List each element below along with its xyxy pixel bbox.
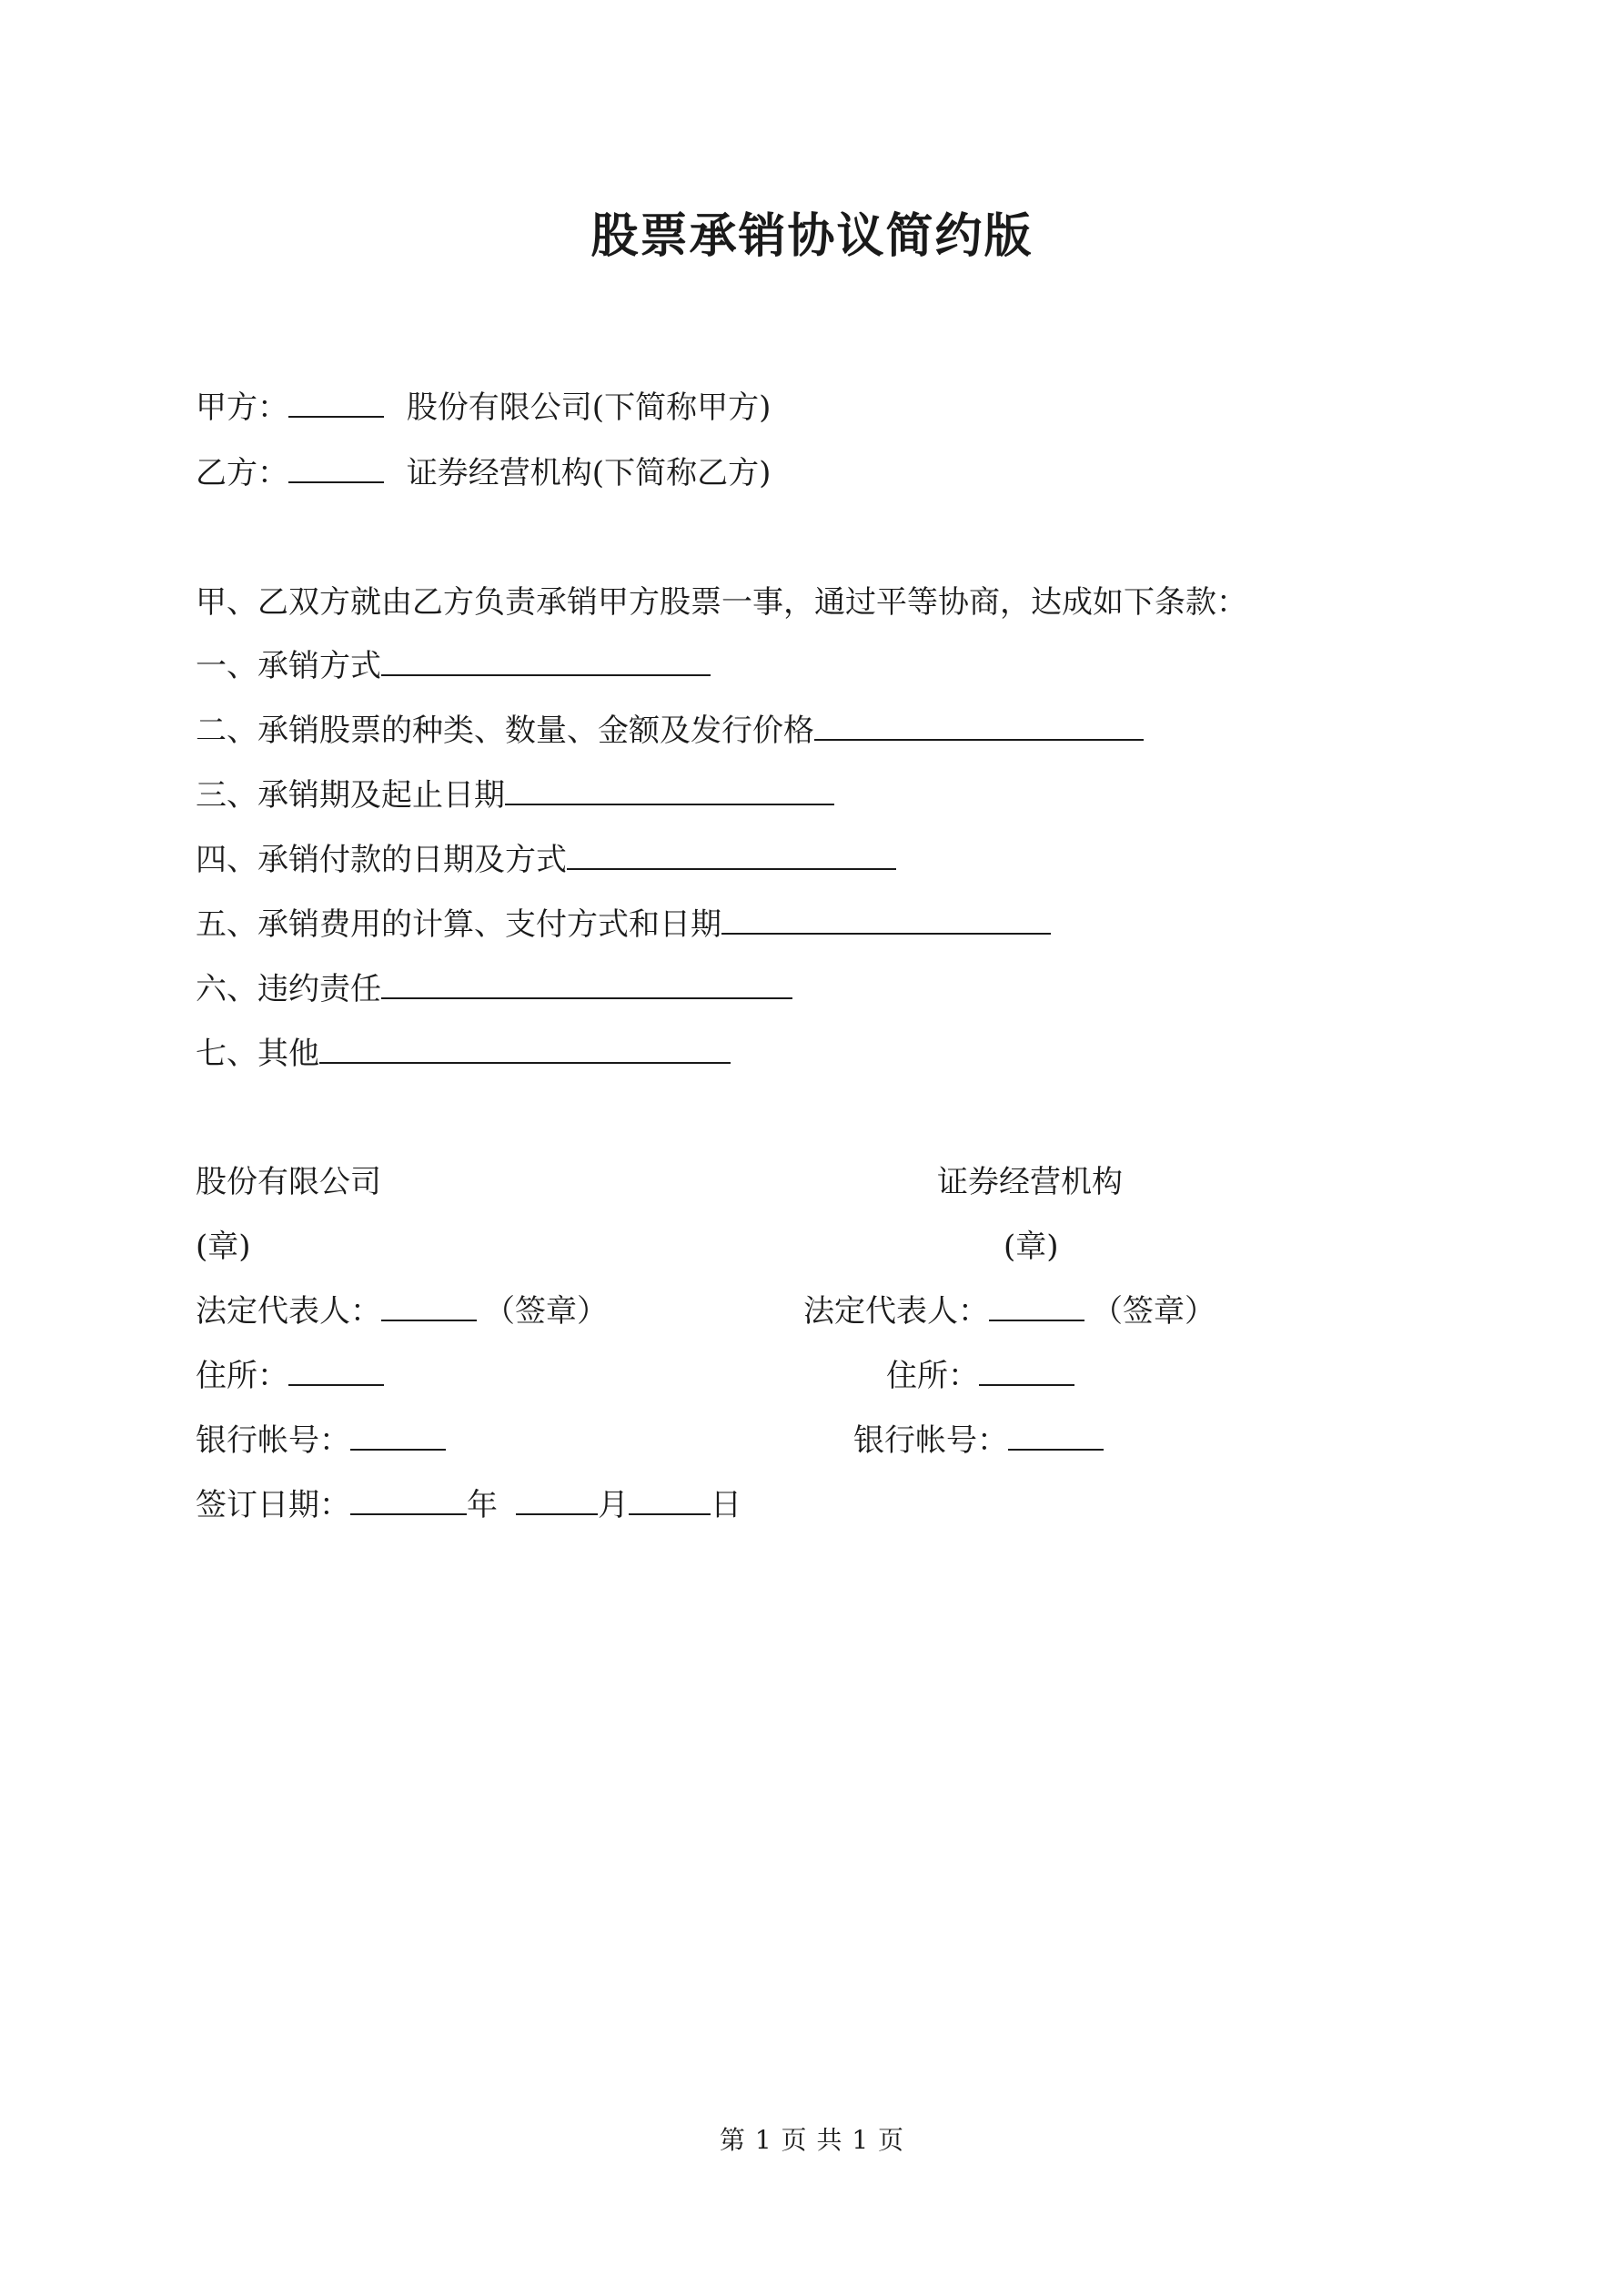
sign-date-label: 签订日期： [196, 1487, 350, 1523]
left-bank-account-blank [350, 1418, 446, 1451]
left-address-label: 住所： [196, 1358, 288, 1394]
sign-date-day-blank [629, 1482, 711, 1515]
right-bank-account-blank [1008, 1418, 1104, 1451]
left-address [196, 1353, 384, 1399]
left-legal-rep-blank [381, 1289, 477, 1321]
clause-1-label: 一、承销方式 [196, 648, 381, 684]
right-address [886, 1353, 1074, 1399]
clause-6 [196, 966, 792, 1012]
sign-date-month: 月 [598, 1487, 629, 1523]
party-a-label: 甲方： [196, 389, 288, 426]
clause-1-blank [381, 643, 711, 676]
right-address-blank [979, 1353, 1074, 1386]
clause-2-label: 二、承销股票的种类、数量、金额及发行价格 [196, 713, 814, 749]
right-legal-rep-label: 法定代表人： [803, 1293, 989, 1330]
clause-7 [196, 1031, 731, 1077]
right-legal-rep [803, 1289, 1215, 1334]
right-legal-rep-blank [989, 1289, 1084, 1321]
clause-3-blank [505, 773, 834, 805]
intro-text: 甲、乙双方就由乙方负责承销甲方股票一事，通过平等协商，达成如下条款： [196, 584, 1247, 621]
right-seal: (章) [1004, 1229, 1059, 1265]
clause-2-blank [814, 708, 1144, 741]
clause-4 [196, 837, 896, 883]
clause-7-label: 七、其他 [196, 1036, 319, 1072]
right-address-label: 住所： [886, 1358, 979, 1394]
clause-4-label: 四、承销付款的日期及方式 [196, 842, 567, 878]
sign-date-year: 年 [467, 1487, 498, 1523]
left-seal: (章) [196, 1229, 251, 1265]
clause-2 [196, 708, 1144, 754]
left-company: 股份有限公司 [196, 1164, 381, 1200]
clause-4-blank [567, 837, 896, 870]
clause-3-label: 三、承销期及起止日期 [196, 777, 505, 814]
clause-5 [196, 902, 1051, 947]
clause-3 [196, 773, 834, 818]
clause-1 [196, 643, 711, 689]
page-footer: 第 1 页 共 1 页 [719, 2125, 905, 2155]
document-title: 股票承销协议简约版 [590, 208, 1034, 264]
party-a-suffix: 股份有限公司(下简称甲方) [406, 389, 772, 426]
right-bank-account-label: 银行帐号： [853, 1422, 1008, 1459]
left-legal-rep [196, 1289, 608, 1334]
party-b-suffix: 证券经营机构(下简称乙方) [406, 455, 772, 491]
clause-6-label: 六、违约责任 [196, 971, 381, 1007]
party-b-line [196, 450, 771, 496]
clause-6-blank [381, 966, 792, 999]
sign-date-year-blank [350, 1482, 467, 1515]
party-a-line [196, 385, 771, 430]
left-bank-account [196, 1418, 446, 1463]
right-bank-account [853, 1418, 1104, 1463]
clause-5-label: 五、承销费用的计算、支付方式和日期 [196, 906, 721, 943]
left-address-blank [288, 1353, 384, 1386]
party-b-blank [288, 450, 384, 483]
clause-7-blank [319, 1031, 731, 1064]
clause-5-blank [721, 902, 1051, 935]
left-bank-account-label: 银行帐号： [196, 1422, 350, 1459]
left-legal-rep-label: 法定代表人： [196, 1293, 381, 1330]
sign-date [196, 1482, 741, 1528]
left-legal-rep-sign: （签章） [484, 1293, 608, 1330]
party-a-blank [288, 385, 384, 418]
party-b-label: 乙方： [196, 455, 288, 491]
sign-date-month-blank [516, 1482, 598, 1515]
sign-date-day: 日 [711, 1487, 741, 1523]
right-legal-rep-sign: （签章） [1092, 1293, 1215, 1330]
right-company: 证券经营机构 [937, 1164, 1123, 1200]
